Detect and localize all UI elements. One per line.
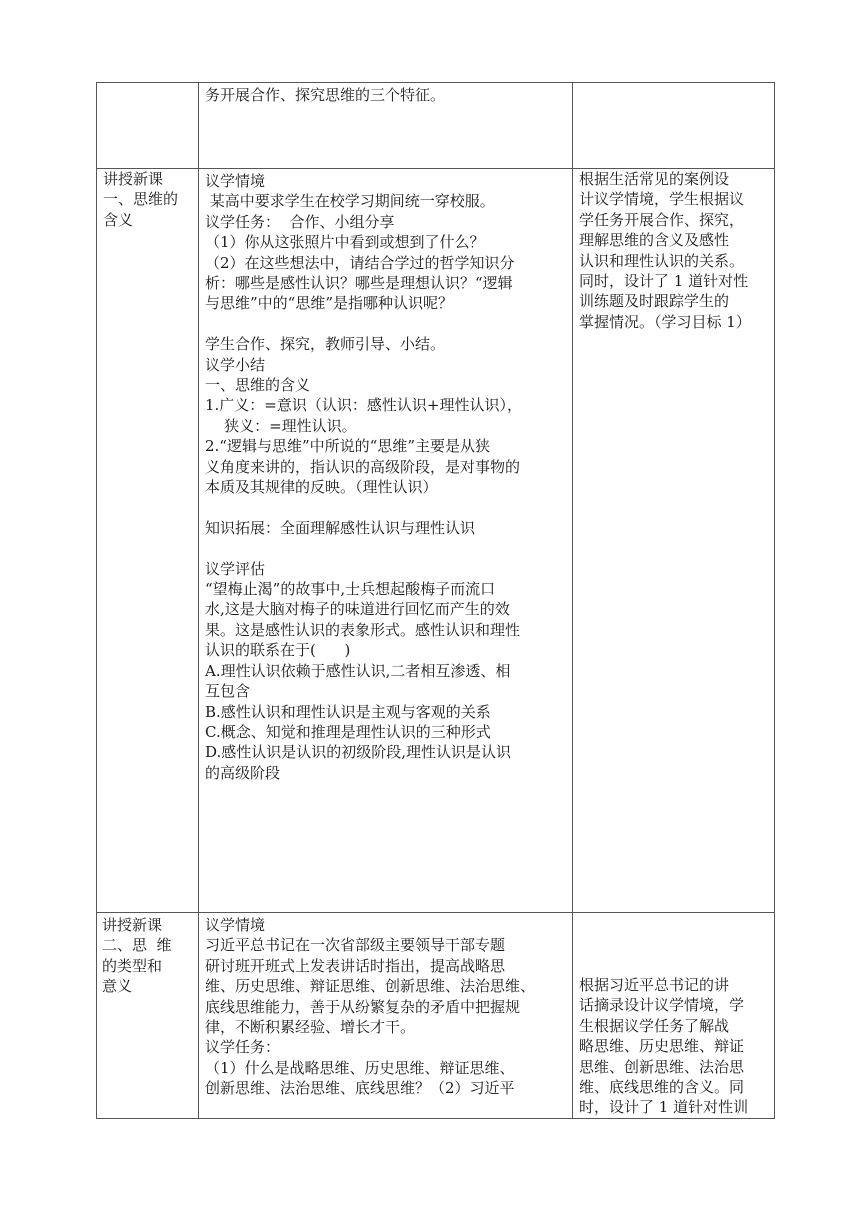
content-cell (199, 83, 573, 169)
choice-a: 互包含 (205, 682, 251, 701)
intent-line: 根据生活常见的案例设 (579, 170, 730, 188)
blank-line (205, 497, 566, 517)
intent-cell (573, 83, 775, 169)
choice-a: A.理性认识依赖于感性认识,二者相互渗透、相 (205, 661, 511, 680)
content-line: 某高中要求学生在校学习期间统一穿校服。 (205, 192, 495, 211)
content-line: 狭义：=理性认识。 (205, 416, 357, 435)
content-line: 议学任务： 合作、小组分享 (205, 212, 395, 231)
content-line: 1.广义：=意识（认识：感性认识+理性认识）， (205, 396, 522, 415)
intent-line: 略思维、历史思维、辩证 (579, 1037, 745, 1056)
section-title: 含义 (103, 210, 134, 229)
intent-line: 学任务开展合作、探究， (579, 210, 745, 229)
content-line: 学生合作、探究，教师引导、小结。 (205, 335, 446, 354)
content-heading: 议学任务： (205, 1038, 281, 1057)
choice-c: C.概念、知觉和推理是理性认识的三种形式 (205, 722, 491, 741)
content-line: 底线思维能力，善于从纷繁复杂的矛盾中把握规 (205, 997, 521, 1016)
section-cell (97, 83, 199, 169)
intent-line: 思维、创新思维、法治思 (579, 1057, 745, 1076)
content-line: 与思维”中的“思维”是指哪种认识呢？ (205, 294, 454, 313)
content-line: 2.“逻辑与思维”中所说的“思维”主要是从狭 (205, 437, 490, 456)
content-line: 务开展合作、探究思维的三个特征。 (205, 86, 446, 104)
content-line: 一、思维的含义 (205, 376, 311, 395)
content-line: 水,这是大脑对梅子的味道进行回忆而产生的效 (205, 600, 510, 619)
content-line: 本质及其规律的反映。（理性认识） (205, 478, 438, 497)
table-row (97, 169, 775, 913)
content-line: 知识拓展：全面理解感性认识与理性认识 (205, 518, 476, 537)
lesson-plan-table (96, 82, 775, 1119)
content-line: 认识的联系在于( ) (205, 641, 351, 660)
section-title: 讲授新课 (102, 916, 163, 934)
intent-line: 话摘录设计议学情境，学 (579, 996, 745, 1015)
section-cell (97, 169, 199, 913)
content-cell (199, 169, 573, 913)
content-line: （1）你从这张照片中看到或想到了什么？ (205, 233, 485, 252)
intent-line: 计议学情境，学生根据议 (579, 190, 745, 209)
intent-cell (573, 169, 775, 913)
table-row (97, 913, 775, 1119)
content-heading: 议学情境 (205, 172, 266, 190)
content-line: 析：哪些是感性认识？哪些是理想认识？“逻辑 (205, 274, 513, 293)
section-cell (97, 913, 199, 1119)
content-cell (199, 913, 573, 1119)
intent-line: 时，设计了 1 道针对性训 (579, 1098, 749, 1117)
choice-b: B.感性认识和理性认识是主观与客观的关系 (205, 702, 491, 721)
section-title: 的类型和 (102, 956, 163, 975)
content-line: 维、历史思维、辩证思维、创新思维、法治思维、 (205, 977, 536, 996)
intent-line: 理解思维的含义及感性 (579, 231, 730, 250)
intent-cell (573, 913, 775, 1119)
content-line: 果。这是感性认识的表象形式。感性认识和理性 (205, 620, 521, 639)
content-heading: 议学小结 (205, 355, 266, 374)
intent-line: 生根据议学任务了解战 (579, 1016, 730, 1035)
content-line: （2）在这些想法中，请结合学过的哲学知识分 (205, 253, 515, 272)
intent-line: 掌握情况。（学习目标 1） (579, 312, 751, 331)
blank-line (205, 314, 566, 334)
content-line: （1）什么是战略思维、历史思维、辩证思维、 (205, 1058, 515, 1077)
blank-line (205, 538, 566, 558)
intent-line: 认识和理性认识的关系。 (579, 251, 745, 270)
content-line: “望梅止渴”的故事中,士兵想起酸梅子而流口 (205, 580, 496, 599)
choice-d: D.感性认识是认识的初级阶段,理性认识是认识 (205, 743, 512, 762)
intent-line: 维、底线思维的含义。同 (579, 1078, 745, 1097)
table-row (97, 83, 775, 169)
content-line: 律，不断积累经验、增长才干。 (205, 1018, 416, 1037)
content-line: 研讨班开班式上发表讲话时指出，提高战略思 (205, 956, 506, 975)
section-title: 讲授新课 (103, 170, 164, 188)
content-heading: 议学评估 (205, 559, 266, 578)
section-title: 二、思 维 (102, 936, 172, 955)
content-line: 义角度来讲的，指认识的高级阶段，是对事物的 (205, 457, 521, 476)
section-title: 意义 (102, 977, 133, 996)
intent-line: 训练题及时跟踪学生的 (579, 292, 730, 311)
intent-line: 根据习近平总书记的讲 (579, 976, 730, 994)
choice-d: 的高级阶段 (205, 763, 281, 782)
content-heading: 议学情境 (205, 916, 266, 934)
section-title: 一、思维的 (103, 190, 179, 209)
content-line: 习近平总书记在一次省部级主要领导干部专题 (205, 936, 506, 955)
content-line: 创新思维、法治思维、底线思维？（2）习近平 (205, 1079, 515, 1098)
intent-line: 同时，设计了 1 道针对性 (579, 272, 749, 291)
